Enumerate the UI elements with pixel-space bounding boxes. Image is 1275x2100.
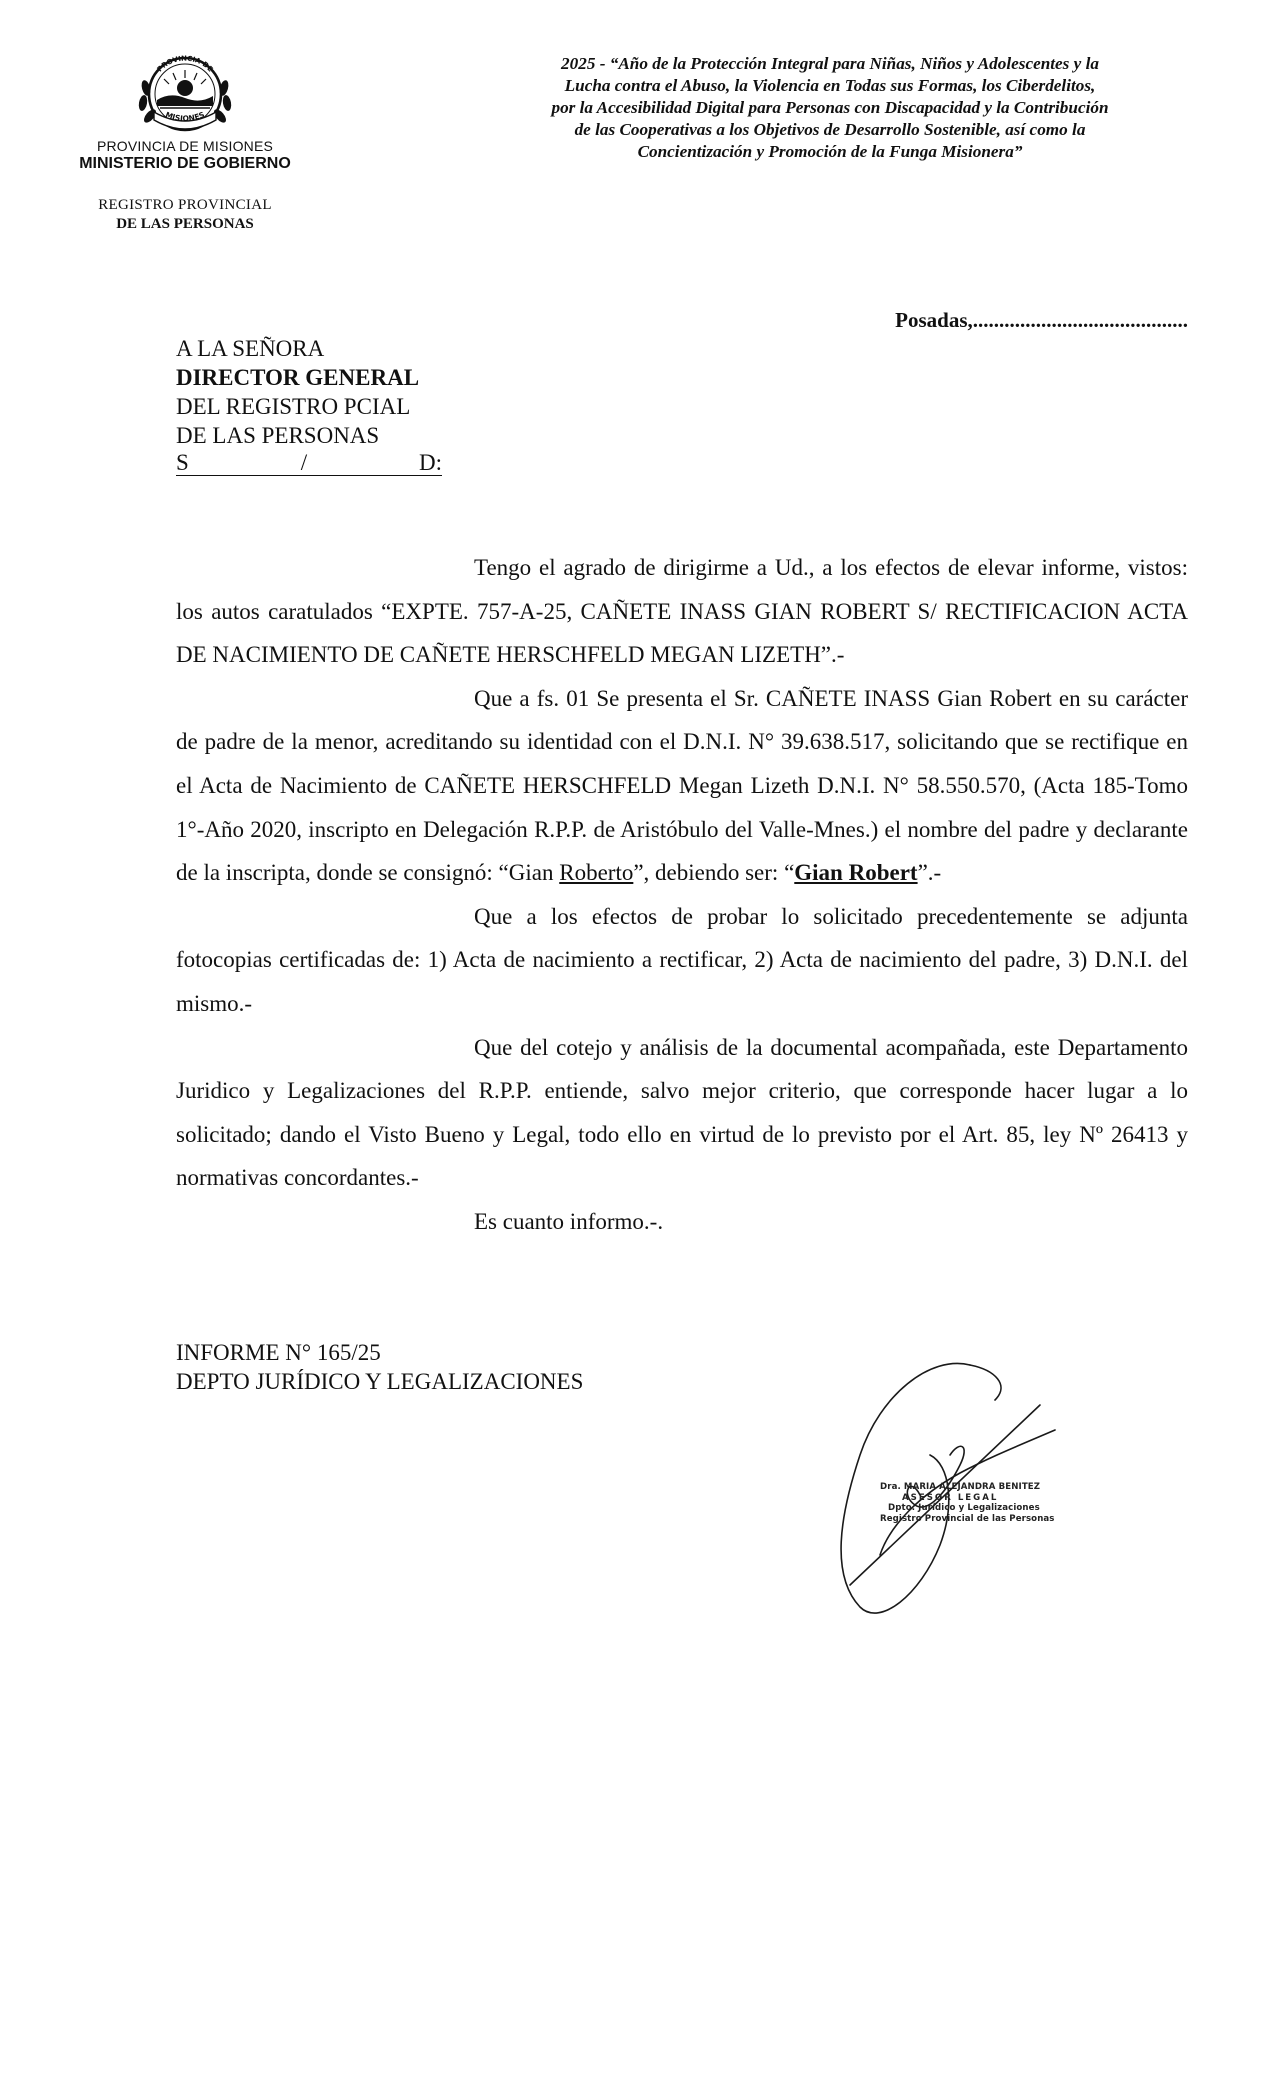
stamp-line: Dpto. Jurídico y Legalizaciones [888,1503,1040,1514]
report-number: INFORME N° 165/25 [176,1340,381,1365]
paragraph-attachments: Que a los efectos de probar lo solicitado precedentemente se adjunta fotocopias certificadas de: 1) Acta de nacimiento a rectificar, 2) Acta de nacimiento del padre, 3) D.N.I. del mismo.- [176,903,1188,1016]
stamp-line: Registro Provincial de las Personas [880,1513,1055,1524]
motto-line: Lucha contra el Abuso, la Violencia en Todas sus Formas, los Ciberdelitos, [564,76,1096,95]
seal-bottom-text: MISIONES [164,110,206,124]
year-motto [450,53,1210,163]
stamp-line: ASESOR LEGAL [902,1492,999,1503]
motto-line: 2025 - “Año de la Protección Integral para Niñas, Niños y Adolescentes y la [561,54,1099,73]
paragraph-presentation [176,677,1188,895]
addressee-salutation: A LA SEÑORA [176,336,325,361]
province-name: PROVINCIA DE MISIONES [96,138,274,154]
stamp-line: Dra. MARIA ALEJANDRA BENITEZ [880,1482,1041,1492]
registry-name-line2: DE LAS PERSONAS [116,216,254,232]
closing-line: Es cuanto informo.-. [474,1208,664,1234]
sd-slash: / [300,450,308,475]
motto-line: de las Cooperativas a los Objetivos de Desarrollo Sostenible, así como la [574,120,1086,139]
sd-d: D: [419,450,442,475]
seal-top-text: PROVINCIA DE [155,54,215,74]
paragraph-opinion: Que del cotejo y análisis de la documental acompañada, este Departamento Juridico y Legalizaciones del R.P.P. entiende, salvo mejor criterio, que corresponde hacer lugar a lo solicitado; dando el Visto Bueno y Legal, todo ello en virtud de lo previsto por el Art. 85, ley Nº 26413 y normativas concordantes.- [176,1034,1188,1191]
addressee-office-line2: DE LAS PERSONAS [176,423,380,448]
presentation-text-end: ”.- [917,860,942,886]
paragraph-intro: Tengo el agrado de dirigirme a Ud., a los efectos de elevar informe, vistos: los autos caratulados “EXPTE. 757-A-25, CAÑETE INASS GIAN ROBERT S/ RECTIFICACION ACTA DE NACIMIENTO DE CAÑETE HERSCHFELD MEGAN LIZETH”.- [176,555,1188,668]
report-reference [176,1338,583,1396]
addressee-title: DIRECTOR GENERAL [176,365,420,390]
registry-name-line1: REGISTRO PROVINCIAL [98,197,272,213]
presentation-text-cont: ”, debiendo ser: “ [633,860,795,886]
correct-name-bold: Gian Robert [794,860,918,886]
sd-s: S [176,450,189,475]
motto-line: por la Accesibilidad Digital para Personas con Discapacidad y la Contribución [551,98,1109,117]
place-date-line: Posadas,......................................... [895,308,1188,332]
motto-line: Concientización y Promoción de la Funga Misionera” [637,142,1023,161]
addressee-office-line1: DEL REGISTRO PCIAL [176,394,411,419]
su-despacho-line [176,450,442,476]
ministry-name: MINISTERIO DE GOBIERNO [79,155,291,172]
provincial-seal-icon [130,48,240,136]
wrong-name-underlined: Roberto [559,860,634,886]
addressee-block [176,334,442,476]
report-body [176,546,1188,1244]
letterhead-logo-block [55,48,315,233]
legal-advisor-stamp [880,1482,1055,1524]
report-department: DEPTO JURÍDICO Y LEGALIZACIONES [176,1369,584,1394]
presentation-text: Que a fs. 01 Se presenta el Sr. CAÑETE INASS Gian Robert en su carácter de padre de la menor, acreditando su identidad con el D.N.I. N° 39.638.517, solicitando que se rectifique en el Acta de Nacimiento de CAÑETE HERSCHFELD Megan Lizeth D.N.I. N° 58.550.570, (Acta 185-Tomo 1°-Año 2020, inscripto en Delegación R.P.P. de Aristóbulo del Valle-Mnes.) el nombre del padre y declarante de la inscripta, donde se consignó: “Gian [176,685,1188,886]
